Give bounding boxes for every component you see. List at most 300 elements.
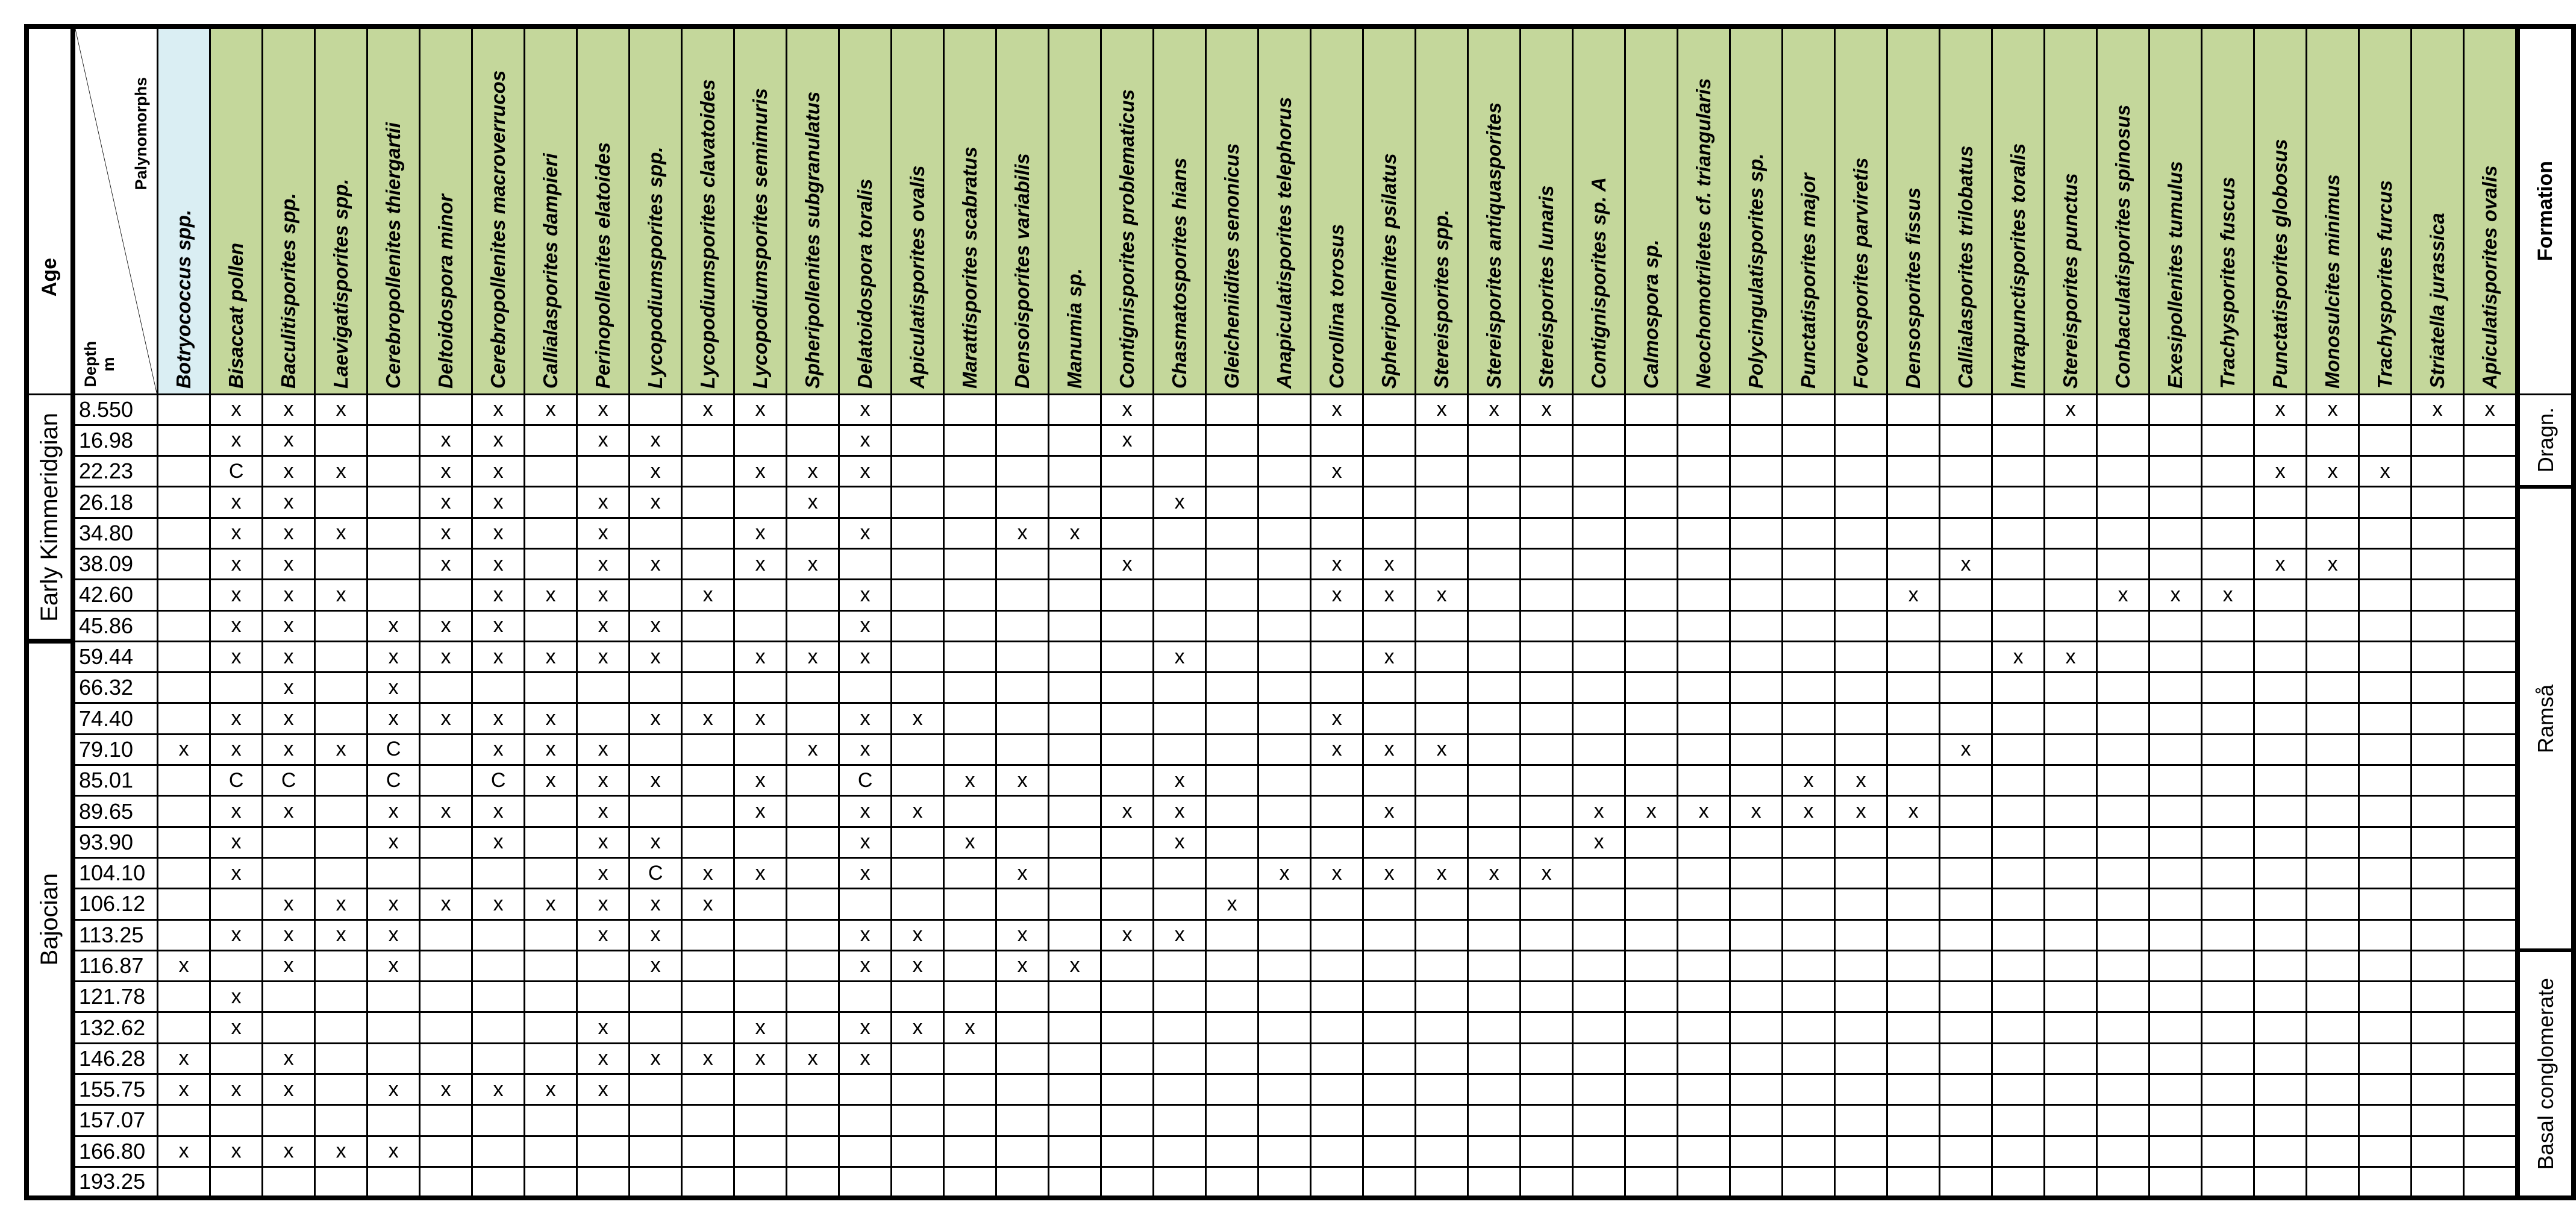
occurrence-cell xyxy=(472,1105,525,1136)
occurrence-cell xyxy=(1206,1043,1258,1074)
species-name: Striatella jurassica xyxy=(2426,212,2449,389)
occurrence-cell xyxy=(158,548,210,579)
occurrence-cell: x xyxy=(892,920,944,950)
occurrence-cell xyxy=(682,950,734,981)
occurrence-cell xyxy=(839,1105,892,1136)
table-row xyxy=(27,889,2574,920)
species-name: Deltoidospora minor xyxy=(434,193,457,389)
occurrence-cell xyxy=(1835,1105,1887,1136)
occurrence-cell xyxy=(1468,734,1521,765)
occurrence-cell xyxy=(1521,425,1573,456)
occurrence-cell: x xyxy=(525,703,577,734)
table-row xyxy=(27,610,2574,641)
occurrence-cell xyxy=(2097,1167,2149,1197)
occurrence-cell xyxy=(1049,734,1101,765)
occurrence-cell xyxy=(1730,456,1783,487)
occurrence-cell: x xyxy=(420,703,472,734)
occurrence-cell: x xyxy=(2254,548,2307,579)
occurrence-cell: x xyxy=(2412,394,2464,425)
occurrence-cell xyxy=(787,1167,839,1197)
occurrence-cell xyxy=(2045,950,2097,981)
occurrence-cell xyxy=(2097,982,2149,1012)
species-name: Spheripollenites subgranulatus xyxy=(801,91,824,389)
occurrence-cell xyxy=(1678,580,1730,610)
occurrence-cell xyxy=(630,1136,682,1167)
occurrence-cell xyxy=(1049,1012,1101,1043)
occurrence-cell: x xyxy=(1101,920,1154,950)
occurrence-cell xyxy=(1992,1105,2045,1136)
occurrence-cell xyxy=(525,456,577,487)
occurrence-cell xyxy=(1730,548,1783,579)
occurrence-cell xyxy=(1835,456,1887,487)
occurrence-cell xyxy=(787,982,839,1012)
occurrence-cell xyxy=(472,1012,525,1043)
occurrence-cell: x xyxy=(734,641,787,672)
occurrence-cell: x xyxy=(210,796,263,827)
occurrence-cell xyxy=(996,394,1049,425)
occurrence-cell: x xyxy=(734,394,787,425)
occurrence-cell xyxy=(1258,548,1311,579)
occurrence-cell xyxy=(839,548,892,579)
occurrence-cell xyxy=(210,672,263,703)
occurrence-cell xyxy=(2307,857,2359,888)
occurrence-cell: x xyxy=(682,1043,734,1074)
occurrence-cell xyxy=(1625,641,1678,672)
occurrence-cell xyxy=(1573,1136,1625,1167)
occurrence-cell xyxy=(1101,765,1154,796)
occurrence-cell xyxy=(1521,456,1573,487)
occurrence-cell xyxy=(2464,765,2518,796)
occurrence-cell xyxy=(2307,425,2359,456)
occurrence-cell xyxy=(1154,857,1206,888)
occurrence-cell xyxy=(1049,827,1101,857)
species-header xyxy=(1416,27,1468,394)
occurrence-cell xyxy=(2202,1012,2254,1043)
occurrence-cell xyxy=(2464,1167,2518,1197)
occurrence-cell xyxy=(1730,425,1783,456)
occurrence-cell xyxy=(2149,641,2202,672)
occurrence-cell: x xyxy=(315,889,367,920)
occurrence-cell xyxy=(1206,425,1258,456)
species-header xyxy=(1468,27,1521,394)
occurrence-cell xyxy=(1783,518,1835,548)
occurrence-cell xyxy=(2307,827,2359,857)
table-row xyxy=(27,1136,2574,1167)
occurrence-cell: x xyxy=(263,889,315,920)
occurrence-cell xyxy=(2097,1074,2149,1105)
occurrence-cell xyxy=(2254,703,2307,734)
occurrence-cell: x xyxy=(577,487,630,518)
occurrence-cell xyxy=(2202,703,2254,734)
occurrence-cell xyxy=(1835,425,1887,456)
occurrence-cell: x xyxy=(367,610,420,641)
occurrence-cell xyxy=(2464,610,2518,641)
species-header xyxy=(2307,27,2359,394)
occurrence-cell xyxy=(1101,734,1154,765)
occurrence-cell xyxy=(1835,950,1887,981)
occurrence-cell xyxy=(1625,1136,1678,1167)
species-name: Stereisporites lunaris xyxy=(1535,185,1558,389)
occurrence-cell: x xyxy=(630,456,682,487)
occurrence-cell xyxy=(2307,734,2359,765)
occurrence-cell xyxy=(1625,425,1678,456)
occurrence-cell xyxy=(2045,548,2097,579)
occurrence-cell: x xyxy=(263,1043,315,1074)
occurrence-cell xyxy=(1783,1136,1835,1167)
occurrence-cell xyxy=(2307,1012,2359,1043)
occurrence-cell: x xyxy=(577,394,630,425)
occurrence-cell xyxy=(2359,889,2412,920)
occurrence-cell xyxy=(1887,950,1940,981)
occurrence-cell xyxy=(1154,394,1206,425)
occurrence-cell xyxy=(2359,857,2412,888)
occurrence-cell xyxy=(315,1012,367,1043)
occurrence-cell xyxy=(1468,827,1521,857)
species-name: Lycopodiumsporites clavatoides xyxy=(696,79,719,389)
occurrence-cell: x xyxy=(1154,827,1206,857)
occurrence-cell xyxy=(2202,487,2254,518)
species-name: Stereisporites punctus xyxy=(2059,172,2082,389)
depth-value: 74.40 xyxy=(73,703,158,734)
occurrence-cell xyxy=(1678,920,1730,950)
depth-value: 166.80 xyxy=(73,1136,158,1167)
occurrence-cell xyxy=(630,982,682,1012)
occurrence-cell xyxy=(2464,889,2518,920)
occurrence-cell xyxy=(1049,548,1101,579)
occurrence-cell xyxy=(1049,425,1101,456)
occurrence-cell xyxy=(630,1074,682,1105)
depth-value: 38.09 xyxy=(73,548,158,579)
occurrence-cell xyxy=(420,394,472,425)
occurrence-cell xyxy=(2202,394,2254,425)
occurrence-cell xyxy=(2202,1167,2254,1197)
occurrence-cell xyxy=(1992,982,2045,1012)
occurrence-cell: x xyxy=(1940,548,1992,579)
occurrence-cell xyxy=(1521,1105,1573,1136)
species-header xyxy=(630,27,682,394)
occurrence-cell xyxy=(1835,1167,1887,1197)
occurrence-cell xyxy=(2464,1012,2518,1043)
occurrence-cell xyxy=(367,1012,420,1043)
occurrence-cell xyxy=(2464,518,2518,548)
occurrence-cell: x xyxy=(734,857,787,888)
occurrence-cell: x xyxy=(996,920,1049,950)
occurrence-cell xyxy=(263,827,315,857)
occurrence-cell: x xyxy=(630,765,682,796)
occurrence-cell xyxy=(1992,487,2045,518)
occurrence-cell xyxy=(892,1105,944,1136)
occurrence-cell xyxy=(315,487,367,518)
occurrence-cell xyxy=(1678,487,1730,518)
occurrence-cell xyxy=(944,394,996,425)
occurrence-cell xyxy=(892,456,944,487)
occurrence-cell: x xyxy=(1154,487,1206,518)
occurrence-cell xyxy=(1625,1012,1678,1043)
occurrence-cell xyxy=(839,1167,892,1197)
occurrence-cell: x xyxy=(315,1136,367,1167)
occurrence-cell xyxy=(315,548,367,579)
occurrence-cell xyxy=(1206,394,1258,425)
occurrence-cell: x xyxy=(367,672,420,703)
occurrence-cell: x xyxy=(210,641,263,672)
occurrence-cell xyxy=(2202,857,2254,888)
occurrence-cell xyxy=(1416,672,1468,703)
occurrence-cell xyxy=(1992,456,2045,487)
occurrence-cell xyxy=(1625,982,1678,1012)
occurrence-cell xyxy=(2202,920,2254,950)
occurrence-cell xyxy=(734,425,787,456)
occurrence-cell: x xyxy=(787,734,839,765)
occurrence-cell xyxy=(1101,641,1154,672)
occurrence-cell xyxy=(1258,641,1311,672)
species-name: Foveosporites parviretis xyxy=(1849,157,1872,389)
occurrence-cell xyxy=(2045,580,2097,610)
occurrence-cell xyxy=(1521,518,1573,548)
occurrence-cell xyxy=(2359,950,2412,981)
species-header xyxy=(1206,27,1258,394)
occurrence-cell xyxy=(787,610,839,641)
occurrence-cell xyxy=(1363,487,1416,518)
occurrence-cell xyxy=(944,1074,996,1105)
occurrence-cell xyxy=(2202,734,2254,765)
occurrence-cell: x xyxy=(892,703,944,734)
occurrence-cell xyxy=(1573,765,1625,796)
occurrence-cell xyxy=(2359,487,2412,518)
occurrence-cell xyxy=(525,1136,577,1167)
occurrence-cell xyxy=(996,1074,1049,1105)
occurrence-cell: x xyxy=(472,518,525,548)
occurrence-cell: x xyxy=(577,1074,630,1105)
occurrence-cell xyxy=(1940,672,1992,703)
occurrence-cell: x xyxy=(682,580,734,610)
occurrence-cell xyxy=(1521,889,1573,920)
occurrence-cell xyxy=(1940,394,1992,425)
occurrence-cell: x xyxy=(1311,857,1363,888)
occurrence-cell xyxy=(1416,487,1468,518)
occurrence-cell: x xyxy=(839,394,892,425)
occurrence-cell: x xyxy=(1154,765,1206,796)
occurrence-cell xyxy=(577,950,630,981)
occurrence-cell xyxy=(1835,703,1887,734)
occurrence-cell xyxy=(1101,950,1154,981)
formation-label: Dragn. xyxy=(2533,407,2558,473)
occurrence-cell xyxy=(1311,889,1363,920)
species-header xyxy=(2097,27,2149,394)
occurrence-cell xyxy=(2412,518,2464,548)
occurrence-cell xyxy=(315,982,367,1012)
species-header xyxy=(1573,27,1625,394)
occurrence-cell xyxy=(1573,1167,1625,1197)
occurrence-cell xyxy=(263,982,315,1012)
occurrence-cell xyxy=(1940,456,1992,487)
occurrence-cell xyxy=(1678,982,1730,1012)
occurrence-cell xyxy=(1730,765,1783,796)
occurrence-cell xyxy=(1363,456,1416,487)
occurrence-cell xyxy=(315,857,367,888)
occurrence-cell xyxy=(1468,1043,1521,1074)
occurrence-cell xyxy=(1154,580,1206,610)
occurrence-cell xyxy=(630,796,682,827)
occurrence-cell xyxy=(787,394,839,425)
occurrence-cell xyxy=(1992,1136,2045,1167)
occurrence-cell xyxy=(1154,734,1206,765)
occurrence-cell: x xyxy=(996,765,1049,796)
occurrence-cell: C xyxy=(263,765,315,796)
species-name: Exesipollenites tumulus xyxy=(2164,160,2187,389)
occurrence-cell: x xyxy=(1625,796,1678,827)
occurrence-cell xyxy=(1835,1043,1887,1074)
occurrence-cell: x xyxy=(577,796,630,827)
occurrence-cell xyxy=(1049,857,1101,888)
species-name: Trachysporites furcus xyxy=(2374,180,2396,389)
occurrence-cell xyxy=(158,425,210,456)
occurrence-cell: x xyxy=(525,889,577,920)
occurrence-cell xyxy=(1730,580,1783,610)
occurrence-cell: x xyxy=(263,734,315,765)
occurrence-cell: x xyxy=(1049,518,1101,548)
depth-value: 22.23 xyxy=(73,456,158,487)
occurrence-cell xyxy=(1101,518,1154,548)
occurrence-cell xyxy=(210,950,263,981)
occurrence-cell xyxy=(2045,827,2097,857)
occurrence-cell xyxy=(682,765,734,796)
occurrence-cell xyxy=(2254,734,2307,765)
occurrence-cell xyxy=(1416,1074,1468,1105)
occurrence-cell xyxy=(1835,641,1887,672)
occurrence-cell xyxy=(1625,765,1678,796)
occurrence-cell: x xyxy=(734,796,787,827)
occurrence-cell: x xyxy=(1154,641,1206,672)
occurrence-cell: x xyxy=(839,1043,892,1074)
occurrence-cell xyxy=(1416,765,1468,796)
occurrence-cell: x xyxy=(892,1012,944,1043)
occurrence-cell xyxy=(2254,1105,2307,1136)
occurrence-cell xyxy=(682,1074,734,1105)
species-header xyxy=(1835,27,1887,394)
occurrence-cell xyxy=(996,1167,1049,1197)
occurrence-cell: x xyxy=(1311,548,1363,579)
occurrence-cell xyxy=(1416,610,1468,641)
occurrence-cell xyxy=(367,394,420,425)
occurrence-cell xyxy=(682,734,734,765)
occurrence-cell xyxy=(2359,1167,2412,1197)
occurrence-cell xyxy=(1468,703,1521,734)
species-name: Stereisporites spp. xyxy=(1430,209,1453,389)
occurrence-cell: x xyxy=(158,950,210,981)
occurrence-cell xyxy=(2359,1105,2412,1136)
occurrence-cell: x xyxy=(1416,580,1468,610)
occurrence-cell: x xyxy=(2149,580,2202,610)
occurrence-cell: x xyxy=(263,1074,315,1105)
occurrence-cell: x xyxy=(472,641,525,672)
occurrence-cell xyxy=(1625,518,1678,548)
occurrence-cell: x xyxy=(420,1074,472,1105)
occurrence-cell xyxy=(1783,1167,1835,1197)
occurrence-cell: x xyxy=(1363,641,1416,672)
occurrence-cell: x xyxy=(577,889,630,920)
occurrence-cell xyxy=(1206,641,1258,672)
occurrence-cell xyxy=(1835,487,1887,518)
occurrence-cell xyxy=(944,920,996,950)
occurrence-cell xyxy=(996,1012,1049,1043)
occurrence-cell xyxy=(210,1167,263,1197)
occurrence-cell xyxy=(1049,765,1101,796)
occurrence-cell xyxy=(1206,548,1258,579)
occurrence-cell xyxy=(1730,641,1783,672)
occurrence-cell: x xyxy=(1363,580,1416,610)
occurrence-cell xyxy=(1258,580,1311,610)
occurrence-cell xyxy=(2412,1105,2464,1136)
occurrence-cell xyxy=(1154,703,1206,734)
occurrence-cell xyxy=(525,857,577,888)
occurrence-cell xyxy=(1258,456,1311,487)
occurrence-cell xyxy=(1258,1167,1311,1197)
species-name: Conbaculatisporites spinosus xyxy=(2112,104,2134,389)
occurrence-cell xyxy=(1468,889,1521,920)
occurrence-cell: x xyxy=(577,548,630,579)
occurrence-cell xyxy=(944,1105,996,1136)
occurrence-cell xyxy=(1678,889,1730,920)
occurrence-cell xyxy=(787,889,839,920)
table-row xyxy=(27,580,2574,610)
occurrence-cell xyxy=(2202,1074,2254,1105)
occurrence-cell xyxy=(420,765,472,796)
occurrence-cell xyxy=(2202,796,2254,827)
occurrence-cell xyxy=(420,1105,472,1136)
occurrence-cell xyxy=(1783,456,1835,487)
occurrence-cell xyxy=(1468,982,1521,1012)
occurrence-cell xyxy=(2202,425,2254,456)
occurrence-cell xyxy=(1625,548,1678,579)
occurrence-cell xyxy=(1678,857,1730,888)
formation-header-label: Formation xyxy=(2534,161,2557,262)
formation-cell xyxy=(2518,950,2574,1197)
occurrence-cell xyxy=(944,610,996,641)
occurrence-cell xyxy=(1625,1074,1678,1105)
occurrence-cell: x xyxy=(839,610,892,641)
occurrence-cell xyxy=(944,950,996,981)
occurrence-cell: x xyxy=(1573,796,1625,827)
occurrence-cell xyxy=(1730,1012,1783,1043)
occurrence-cell: x xyxy=(472,548,525,579)
occurrence-cell xyxy=(2097,796,2149,827)
occurrence-cell xyxy=(2254,796,2307,827)
occurrence-cell xyxy=(1468,672,1521,703)
species-name: Apiculatisporites ovalis xyxy=(2478,165,2501,389)
occurrence-cell xyxy=(1992,1043,2045,1074)
occurrence-cell xyxy=(944,672,996,703)
occurrence-cell xyxy=(1678,734,1730,765)
occurrence-cell xyxy=(2359,920,2412,950)
occurrence-cell xyxy=(1625,950,1678,981)
occurrence-cell xyxy=(1049,487,1101,518)
occurrence-cell xyxy=(2149,1043,2202,1074)
occurrence-cell xyxy=(2464,425,2518,456)
occurrence-cell xyxy=(1468,456,1521,487)
occurrence-cell xyxy=(2254,920,2307,950)
occurrence-cell: x xyxy=(263,796,315,827)
occurrence-cell: x xyxy=(682,857,734,888)
species-name: Apiculatisporites ovalis xyxy=(906,165,929,389)
occurrence-cell xyxy=(944,425,996,456)
occurrence-cell: x xyxy=(263,456,315,487)
occurrence-cell xyxy=(1835,734,1887,765)
occurrence-cell xyxy=(630,580,682,610)
occurrence-cell xyxy=(2359,672,2412,703)
occurrence-cell: x xyxy=(420,425,472,456)
occurrence-cell: x xyxy=(315,580,367,610)
occurrence-cell xyxy=(2149,889,2202,920)
